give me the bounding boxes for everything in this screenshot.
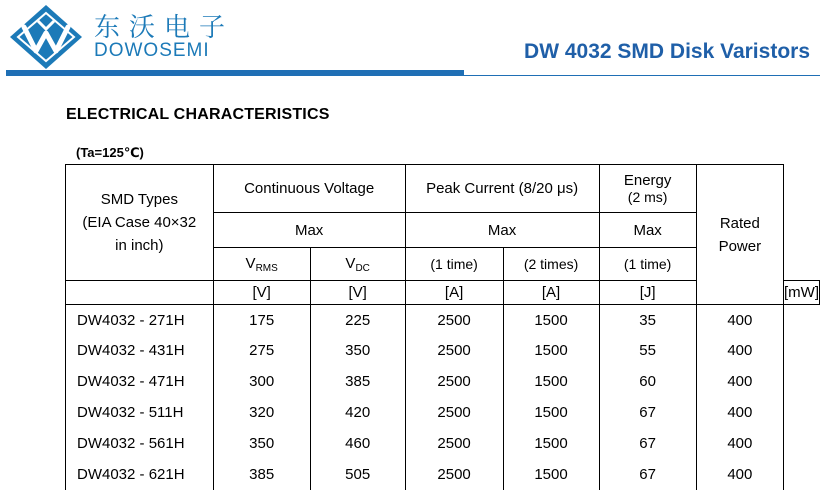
cell-rated-power: 400 bbox=[696, 366, 783, 397]
cell-vdc: 350 bbox=[310, 336, 405, 366]
cell-current-2-times: 1500 bbox=[503, 397, 599, 428]
header-max-current: Max bbox=[405, 213, 599, 248]
table-row bbox=[66, 366, 820, 397]
cell-current-1-time: 2500 bbox=[405, 336, 503, 366]
unit-energy: [J] bbox=[599, 281, 696, 305]
header-max-voltage: Max bbox=[213, 213, 405, 248]
cell-energy: 55 bbox=[599, 336, 696, 366]
cell-current-1-time: 2500 bbox=[405, 459, 503, 490]
dw-diamond-logo-icon bbox=[8, 3, 84, 71]
header-peak-current: Peak Current (8/20 μs) bbox=[405, 165, 599, 213]
table-row bbox=[66, 459, 820, 490]
cell-rated-power: 400 bbox=[696, 459, 783, 490]
header-rule-thick bbox=[6, 70, 464, 76]
cell-rated-power: 400 bbox=[696, 305, 783, 336]
header-rated-power: Rated Power bbox=[696, 165, 783, 305]
cell-vrms: 350 bbox=[213, 428, 310, 459]
page-header bbox=[0, 0, 820, 80]
cell-type: DW4032 - 271H bbox=[66, 305, 214, 336]
cell-vdc: 460 bbox=[310, 428, 405, 459]
unit-vrms: [V] bbox=[213, 281, 310, 305]
brand-chinese-name: 东沃电子 bbox=[94, 13, 235, 43]
header-rule-thin bbox=[464, 75, 820, 76]
cell-rated-power: 400 bbox=[696, 428, 783, 459]
cell-vrms: 175 bbox=[213, 305, 310, 336]
electrical-characteristics-table bbox=[65, 164, 820, 490]
cell-vrms: 275 bbox=[213, 336, 310, 366]
cell-vdc: 420 bbox=[310, 397, 405, 428]
cell-vdc: 225 bbox=[310, 305, 405, 336]
cell-current-1-time: 2500 bbox=[405, 428, 503, 459]
table-row bbox=[66, 305, 820, 336]
header-vdc: $V_{DC}$ bbox=[310, 248, 405, 281]
cell-type: DW4032 - 561H bbox=[66, 428, 214, 459]
header-vrms: $V_{RMS}$ bbox=[213, 248, 310, 281]
document-title: DW 4032 SMD Disk Varistors bbox=[524, 40, 810, 63]
temperature-condition: (Ta=125℃) bbox=[76, 145, 144, 160]
unit-current-1: [A] bbox=[405, 281, 503, 305]
unit-vdc: [V] bbox=[310, 281, 405, 305]
cell-current-2-times: 1500 bbox=[503, 366, 599, 397]
header-max-energy: Max bbox=[599, 213, 696, 248]
cell-energy: 67 bbox=[599, 428, 696, 459]
cell-vrms: 385 bbox=[213, 459, 310, 490]
header-continuous-voltage: Continuous Voltage bbox=[213, 165, 405, 213]
cell-energy: 60 bbox=[599, 366, 696, 397]
cell-vrms: 300 bbox=[213, 366, 310, 397]
unit-power: [mW] bbox=[784, 281, 820, 305]
cell-energy: 67 bbox=[599, 397, 696, 428]
cell-current-2-times: 1500 bbox=[503, 428, 599, 459]
cell-rated-power: 400 bbox=[696, 397, 783, 428]
table-row bbox=[66, 428, 820, 459]
cell-type: DW4032 - 431H bbox=[66, 336, 214, 366]
cell-vdc: 505 bbox=[310, 459, 405, 490]
cell-type: DW4032 - 511H bbox=[66, 397, 214, 428]
cell-current-2-times: 1500 bbox=[503, 336, 599, 366]
header-current-2-times: (2 times) bbox=[503, 248, 599, 281]
cell-current-1-time: 2500 bbox=[405, 397, 503, 428]
cell-energy: 67 bbox=[599, 459, 696, 490]
header-energy-1-time: (1 time) bbox=[599, 248, 696, 281]
brand-english-name: DOWOSEMI bbox=[94, 40, 210, 61]
cell-vdc: 385 bbox=[310, 366, 405, 397]
header-units-blank bbox=[66, 281, 214, 305]
cell-type: DW4032 - 471H bbox=[66, 366, 214, 397]
cell-current-1-time: 2500 bbox=[405, 366, 503, 397]
section-title: ELECTRICAL CHARACTERISTICS bbox=[66, 106, 330, 123]
cell-current-1-time: 2500 bbox=[405, 305, 503, 336]
header-smd-types: SMD Types (EIA Case 40×32 in inch) bbox=[66, 165, 214, 281]
cell-type: DW4032 - 621H bbox=[66, 459, 214, 490]
header-current-1-time: (1 time) bbox=[405, 248, 503, 281]
table-row bbox=[66, 336, 820, 366]
header-energy: Energy (2 ms) bbox=[599, 165, 696, 213]
cell-energy: 35 bbox=[599, 305, 696, 336]
unit-current-2: [A] bbox=[503, 281, 599, 305]
cell-current-2-times: 1500 bbox=[503, 305, 599, 336]
cell-vrms: 320 bbox=[213, 397, 310, 428]
cell-current-2-times: 1500 bbox=[503, 459, 599, 490]
table-row bbox=[66, 397, 820, 428]
cell-rated-power: 400 bbox=[696, 336, 783, 366]
